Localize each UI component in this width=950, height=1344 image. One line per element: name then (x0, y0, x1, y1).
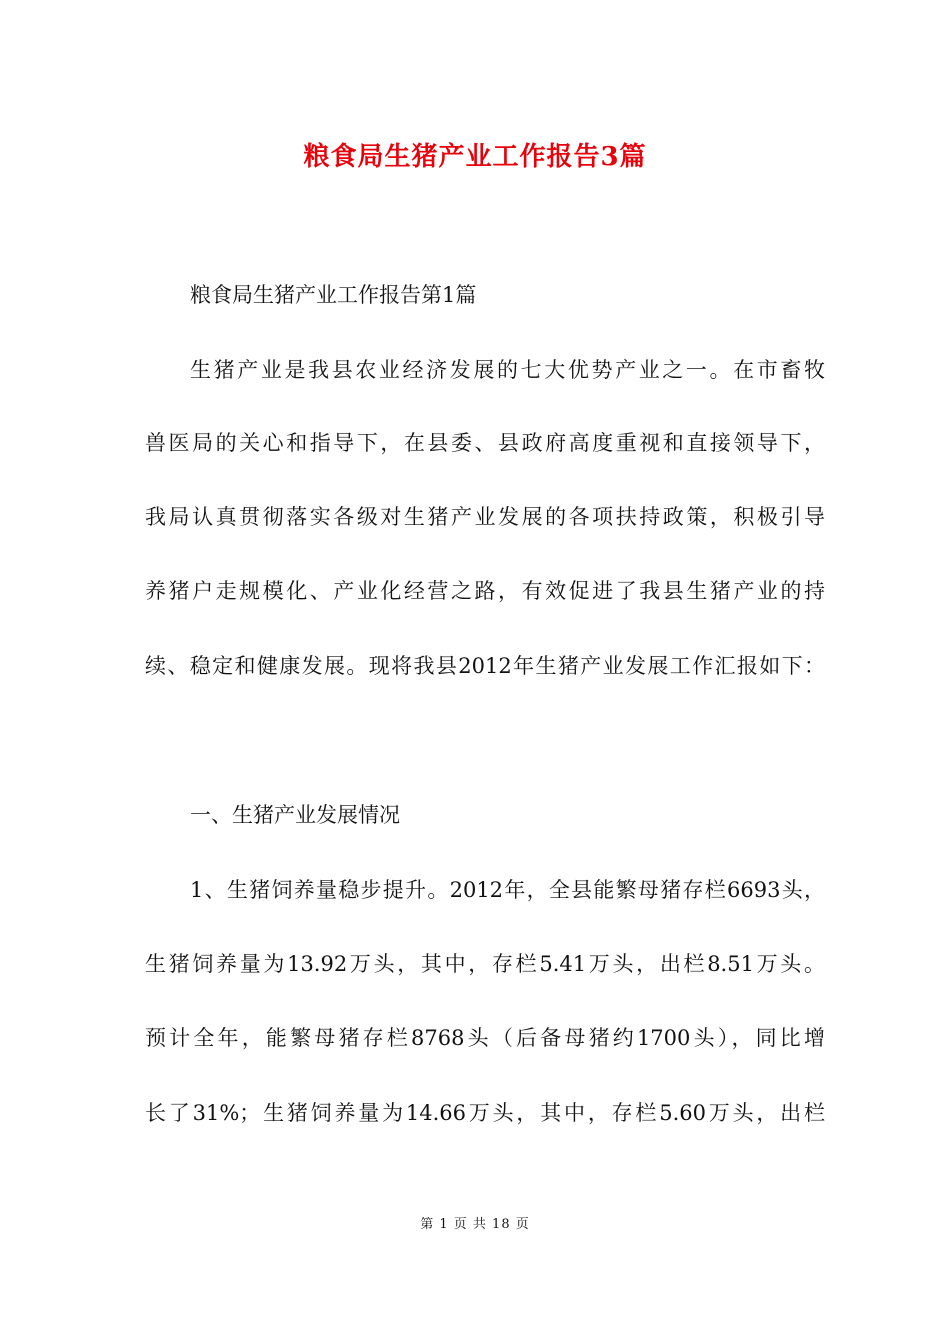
page-number-footer: 第 1 页 共 18 页 (420, 1217, 530, 1232)
paragraph-line: 长了31%；生猪饲养量为14.66万头，其中，存栏5.60万头，出栏 (145, 1101, 825, 1125)
paragraph-line: 生猪产业是我县农业经济发展的七大优势产业之一。在市畜牧 (190, 358, 825, 382)
paragraph-line: 1、生猪饲养量稳步提升。2012年，全县能繁母猪存栏6693头， (190, 878, 825, 902)
part-heading: 粮食局生猪产业工作报告第1篇 (190, 283, 477, 307)
paragraph-line: 预计全年，能繁母猪存栏8768头（后备母猪约1700头），同比增 (145, 1026, 825, 1050)
section-heading: 一、生猪产业发展情况 (190, 803, 400, 827)
paragraph-line: 兽医局的关心和指导下，在县委、县政府高度重视和直接领导下， (145, 431, 825, 455)
paragraph-line: 生猪饲养量为13.92万头，其中，存栏5.41万头，出栏8.51万头。 (145, 952, 825, 976)
paragraph-line: 续、稳定和健康发展。现将我县2012年生猪产业发展工作汇报如下： (145, 654, 825, 678)
paragraph-line: 养猪户走规模化、产业化经营之路，有效促进了我县生猪产业的持 (145, 579, 825, 603)
document-title: 粮食局生猪产业工作报告3篇 (303, 142, 647, 172)
paragraph-line: 我局认真贯彻落实各级对生猪产业发展的各项扶持政策，积极引导 (145, 505, 825, 529)
